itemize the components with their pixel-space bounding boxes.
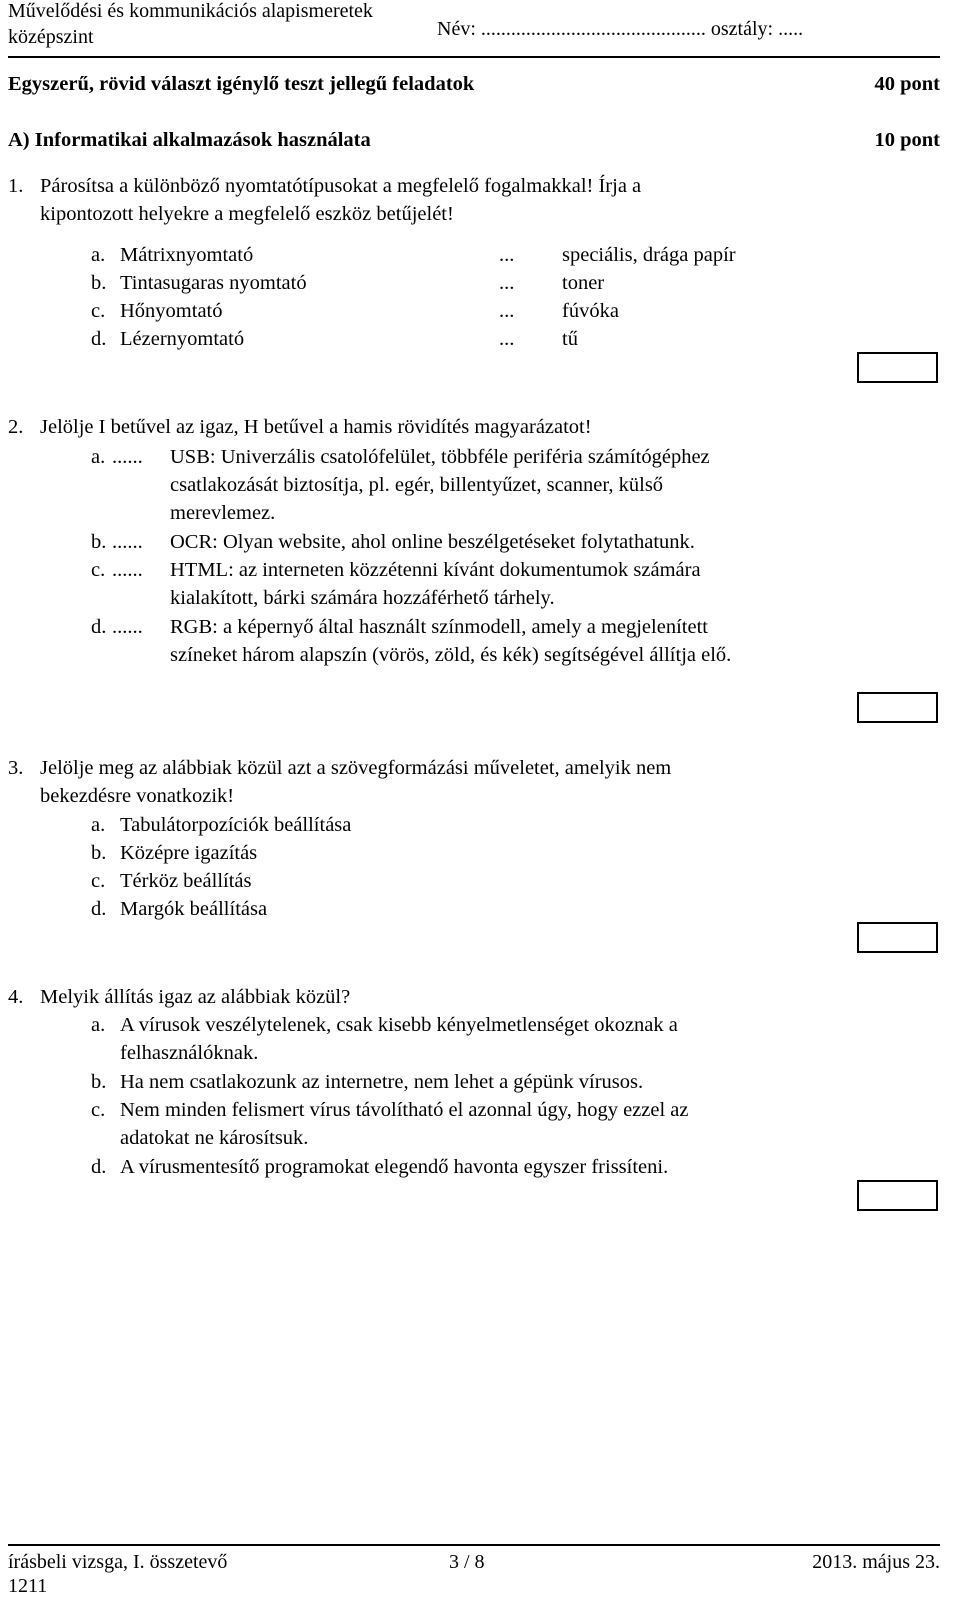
q4-option-label: a. <box>91 1014 106 1036</box>
q3-option-label: d. <box>91 898 107 920</box>
section-subtitle: A) Informatikai alkalmazások használata <box>8 129 371 151</box>
q1-left-label: b. <box>91 272 107 294</box>
footer-code: 1211 <box>8 1575 48 1597</box>
footer-exam-label: írásbeli vizsga, I. összetevő <box>8 1551 228 1573</box>
q4-option[interactable]: felhasználóknak. <box>120 1042 259 1064</box>
q1-right-item: toner <box>562 272 605 294</box>
q4-option[interactable]: A vírusmentesítő programokat elegendő havonta egyszer frissíteni. <box>120 1156 669 1178</box>
q2-item-text: RGB: a képernyő által használt színmodell, amely a megjelenített <box>170 616 708 638</box>
q1-right-item: tű <box>562 328 578 350</box>
q1-left-item: Hőnyomtató <box>120 300 223 322</box>
footer-rule <box>8 1544 940 1546</box>
q2-item-text: csatlakozását biztosítja, pl. egér, billentyűzet, scanner, külső <box>170 474 664 496</box>
section-points: 40 pont <box>874 73 940 95</box>
footer-page-number: 3 / 8 <box>449 1551 485 1573</box>
section-title: Egyszerű, rövid választ igénylő teszt jellegű feladatok <box>8 73 475 95</box>
q4-option-label: d. <box>91 1156 107 1178</box>
q4-prompt: Melyik állítás igaz az alábbiak közül? <box>40 986 351 1008</box>
q1-prompt-line1: Párosítsa a különböző nyomtatótípusokat a megfelelő fogalmakkal! Írja a <box>40 175 642 197</box>
q4-option-label: c. <box>91 1099 106 1121</box>
q3-option[interactable]: Tabulátorpozíciók beállítása <box>120 814 352 836</box>
q4-number: 4. <box>8 986 24 1008</box>
subject-title: Művelődési és kommunikációs alapismeretek <box>8 0 373 22</box>
q1-left-label: d. <box>91 328 107 350</box>
header-rule <box>8 56 940 58</box>
q3-prompt-line2: bekezdésre vonatkozik! <box>40 785 235 807</box>
q3-score-box[interactable] <box>857 922 938 953</box>
q1-left-item: Tintasugaras nyomtató <box>120 272 307 294</box>
q3-option-label: a. <box>91 814 106 836</box>
q3-option-label: b. <box>91 842 107 864</box>
q1-left-item: Mátrixnyomtató <box>120 244 254 266</box>
q1-left-item: Lézernyomtató <box>120 328 245 350</box>
q2-item-text: kialakított, bárki számára hozzáférhető tárhely. <box>170 587 555 609</box>
q1-score-box[interactable] <box>857 352 938 383</box>
q1-prompt-line2: kipontozott helyekre a megfelelő eszköz betűjelét! <box>40 203 454 225</box>
q2-item-label: d. <box>91 616 107 638</box>
q2-answer-blank[interactable]: ...... <box>112 559 143 581</box>
q1-left-label: c. <box>91 300 106 322</box>
q3-option-label: c. <box>91 870 106 892</box>
q4-option[interactable]: adatokat ne károsítsuk. <box>120 1127 309 1149</box>
q2-item-text: HTML: az interneten közzétenni kívánt dokumentumok számára <box>170 559 701 581</box>
q1-answer-blank[interactable]: ... <box>499 272 515 294</box>
q4-option[interactable]: Nem minden felismert vírus távolítható el azonnal úgy, hogy ezzel az <box>120 1099 689 1121</box>
name-class-field: Név: ............................................. osztály: ..... <box>437 18 804 40</box>
q2-answer-blank[interactable]: ...... <box>112 446 143 468</box>
q3-number: 3. <box>8 757 24 779</box>
q1-answer-blank[interactable]: ... <box>499 300 515 322</box>
q4-score-box[interactable] <box>857 1180 938 1211</box>
q1-answer-blank[interactable]: ... <box>499 244 515 266</box>
q2-item-label: c. <box>91 559 106 581</box>
q2-answer-blank[interactable]: ...... <box>112 531 143 553</box>
q3-prompt-line1: Jelölje meg az alábbiak közül azt a szövegformázási műveletet, amelyik nem <box>40 757 672 779</box>
q3-option[interactable]: Margók beállítása <box>120 898 268 920</box>
q4-option-label: b. <box>91 1071 107 1093</box>
footer-date: 2013. május 23. <box>812 1551 940 1573</box>
q3-option[interactable]: Térköz beállítás <box>120 870 252 892</box>
q2-number: 2. <box>8 416 24 438</box>
q2-item-text: OCR: Olyan website, ahol online beszélgetéseket folytathatunk. <box>170 531 695 553</box>
q1-number: 1. <box>8 175 24 197</box>
q2-item-text: színeket három alapszín (vörös, zöld, és kék) segítségével állítja elő. <box>170 644 732 666</box>
q2-item-label: b. <box>91 531 107 553</box>
q2-prompt: Jelölje I betűvel az igaz, H betűvel a hamis rövidítés magyarázatot! <box>40 416 592 438</box>
q1-answer-blank[interactable]: ... <box>499 328 515 350</box>
level-label: középszint <box>8 26 94 48</box>
q2-answer-blank[interactable]: ...... <box>112 616 143 638</box>
q1-right-item: fúvóka <box>562 300 619 322</box>
q1-left-label: a. <box>91 244 106 266</box>
q2-score-box[interactable] <box>857 692 938 723</box>
q2-item-text: USB: Univerzális csatolófelület, többféle periféria számítógéphez <box>170 446 710 468</box>
section-subpoints: 10 pont <box>874 129 940 151</box>
q2-item-label: a. <box>91 446 106 468</box>
q1-right-item: speciális, drága papír <box>562 244 736 266</box>
q3-option[interactable]: Középre igazítás <box>120 842 258 864</box>
q4-option[interactable]: A vírusok veszélytelenek, csak kisebb kényelmetlenséget okoznak a <box>120 1014 678 1036</box>
q2-item-text: merevlemez. <box>170 502 276 524</box>
q4-option[interactable]: Ha nem csatlakozunk az internetre, nem lehet a gépünk vírusos. <box>120 1071 644 1093</box>
